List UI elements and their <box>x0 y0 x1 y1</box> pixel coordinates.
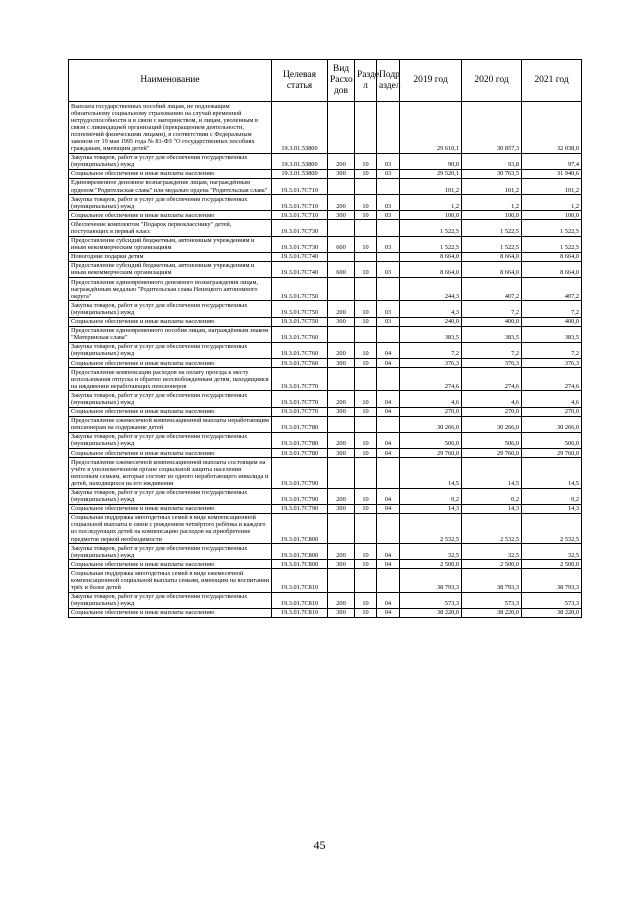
cell-section: 10 <box>355 261 377 277</box>
cell-name: Социальное обеспечение и иные выплаты населению <box>69 608 272 617</box>
cell-section: 10 <box>355 195 377 211</box>
cell-2020: 4,6 <box>462 391 522 407</box>
cell-section <box>355 326 377 342</box>
cell-2019: 2 500,0 <box>400 560 462 569</box>
cell-2019: 1,2 <box>400 195 462 211</box>
header-subsection: Подр аздел <box>377 60 400 102</box>
cell-section <box>355 368 377 391</box>
cell-target-article: 19.3.01.7С760 <box>272 342 328 358</box>
cell-2019: 4,3 <box>400 301 462 317</box>
table-header <box>69 60 582 102</box>
cell-name: Предоставление единовременного пособия лицам, награждённым знаком "Материнская слава" <box>69 326 272 342</box>
cell-2020: 8 664,0 <box>462 261 522 277</box>
cell-2021: 2 532,5 <box>522 513 582 543</box>
cell-2020: 2 500,0 <box>462 560 522 569</box>
table-row <box>69 449 582 458</box>
cell-2019: 7,2 <box>400 342 462 358</box>
cell-expense-type <box>328 513 355 543</box>
cell-2019: 14,3 <box>400 504 462 513</box>
cell-subsection: 04 <box>377 488 400 504</box>
cell-target-article: 19.3.01.7С780 <box>272 416 328 432</box>
cell-2021: 32,5 <box>522 544 582 560</box>
cell-2020: 270,0 <box>462 407 522 416</box>
cell-2020: 274,6 <box>462 368 522 391</box>
cell-section: 10 <box>355 153 377 169</box>
cell-2021: 1,2 <box>522 195 582 211</box>
cell-2020: 29 760,0 <box>462 449 522 458</box>
cell-section: 10 <box>355 236 377 252</box>
cell-name: Закупка товаров, работ и услуг для обеспечения государственных (муниципальных) нужд <box>69 488 272 504</box>
cell-2021: 4,6 <box>522 391 582 407</box>
cell-2020: 506,0 <box>462 432 522 448</box>
cell-target-article: 19.3.01.7С750 <box>272 301 328 317</box>
cell-subsection: 04 <box>377 544 400 560</box>
cell-section <box>355 416 377 432</box>
cell-name: Закупка товаров, работ и услуг для обеспечения государственных (муниципальных) нужд <box>69 391 272 407</box>
cell-section: 10 <box>355 608 377 617</box>
cell-subsection: 04 <box>377 407 400 416</box>
cell-section <box>355 513 377 543</box>
header-name: Наименование <box>69 60 272 102</box>
page-number: 45 <box>313 838 326 852</box>
cell-2021: 1 522,5 <box>522 236 582 252</box>
cell-subsection: 03 <box>377 261 400 277</box>
cell-expense-type: 300 <box>328 407 355 416</box>
cell-section <box>355 102 377 154</box>
cell-name: Предоставление субсидий бюджетным, автономным учреждениям и иным некоммерческим организациям <box>69 261 272 277</box>
cell-2020: 30 857,3 <box>462 102 522 154</box>
cell-section <box>355 278 377 301</box>
cell-expense-type: 200 <box>328 153 355 169</box>
cell-subsection <box>377 569 400 592</box>
cell-section: 10 <box>355 407 377 416</box>
cell-2021: 38 220,0 <box>522 608 582 617</box>
cell-2021: 0,2 <box>522 488 582 504</box>
cell-2020: 400,0 <box>462 317 522 326</box>
cell-2020: 7,2 <box>462 301 522 317</box>
cell-target-article: 19.3.01.7С750 <box>272 278 328 301</box>
cell-2020: 100,0 <box>462 211 522 220</box>
table-row <box>69 416 582 432</box>
cell-section <box>355 569 377 592</box>
table-row <box>69 317 582 326</box>
table-row <box>69 407 582 416</box>
table-row <box>69 432 582 448</box>
cell-2019: 240,0 <box>400 317 462 326</box>
cell-target-article: 19.3.01.53800 <box>272 169 328 178</box>
cell-target-article: 19.3.01.7С790 <box>272 488 328 504</box>
cell-name: Социальное обеспечение и иные выплаты населению <box>69 407 272 416</box>
cell-2020: 7,2 <box>462 342 522 358</box>
cell-name: Социальное обеспечение и иные выплаты населению <box>69 317 272 326</box>
cell-2021: 274,6 <box>522 368 582 391</box>
cell-2019: 38 220,0 <box>400 608 462 617</box>
cell-section <box>355 252 377 261</box>
cell-subsection <box>377 368 400 391</box>
header-expense-type: Вид Расхо дов <box>328 60 355 102</box>
cell-name: Предоставление компенсации расходов на оплату проезда к месту использования отпуска и обратно неосвобожденным детям, находящимся на иждивении неработающих пенсионеров <box>69 368 272 391</box>
cell-target-article: 19.3.01.7С740 <box>272 252 328 261</box>
table-row <box>69 278 582 301</box>
cell-target-article: 19.3.01.7С800 <box>272 560 328 569</box>
cell-2019: 573,3 <box>400 592 462 608</box>
cell-subsection: 04 <box>377 391 400 407</box>
cell-section <box>355 220 377 236</box>
cell-target-article: 19.3.01.7С730 <box>272 236 328 252</box>
cell-target-article: 19.3.01.7С810 <box>272 592 328 608</box>
cell-2021: 506,0 <box>522 432 582 448</box>
table-row <box>69 326 582 342</box>
header-section: Разде л <box>355 60 377 102</box>
cell-2020: 1 522,5 <box>462 236 522 252</box>
cell-subsection: 03 <box>377 169 400 178</box>
cell-2019: 101,2 <box>400 178 462 194</box>
cell-expense-type: 300 <box>328 560 355 569</box>
cell-2021: 8 664,0 <box>522 252 582 261</box>
cell-target-article: 19.3.01.7С790 <box>272 458 328 488</box>
cell-2021: 376,3 <box>522 359 582 368</box>
table-row <box>69 504 582 513</box>
cell-2019: 14,5 <box>400 458 462 488</box>
cell-expense-type: 300 <box>328 504 355 513</box>
cell-subsection <box>377 513 400 543</box>
cell-expense-type: 300 <box>328 211 355 220</box>
cell-target-article: 19.3.01.7С770 <box>272 407 328 416</box>
cell-target-article: 19.3.01.7С760 <box>272 326 328 342</box>
cell-name: Новогодние подарки детям <box>69 252 272 261</box>
cell-2021: 8 664,0 <box>522 261 582 277</box>
cell-subsection: 04 <box>377 608 400 617</box>
cell-section <box>355 178 377 194</box>
cell-subsection: 04 <box>377 592 400 608</box>
cell-expense-type: 300 <box>328 169 355 178</box>
cell-name: Закупка товаров, работ и услуг для обеспечения государственных (муниципальных) нужд <box>69 342 272 358</box>
budget-table <box>68 59 582 618</box>
table-body <box>69 102 582 618</box>
cell-2019: 8 664,0 <box>400 261 462 277</box>
cell-2019: 383,5 <box>400 326 462 342</box>
cell-2019: 270,0 <box>400 407 462 416</box>
cell-expense-type: 200 <box>328 488 355 504</box>
cell-expense-type <box>328 416 355 432</box>
cell-2021: 97,4 <box>522 153 582 169</box>
cell-2019: 2 532,5 <box>400 513 462 543</box>
cell-target-article: 19.3.01.53800 <box>272 153 328 169</box>
cell-2020: 32,5 <box>462 544 522 560</box>
table-row <box>69 488 582 504</box>
table-row <box>69 153 582 169</box>
header-target-article: Целевая статья <box>272 60 328 102</box>
cell-2021: 1 522,5 <box>522 220 582 236</box>
cell-subsection: 03 <box>377 301 400 317</box>
cell-2020: 101,2 <box>462 178 522 194</box>
cell-name: Социальная поддержка многодетных семей в виде ежемесячной компенсационной социальной выплаты семьям, имеющим на воспитании трёх и более детей <box>69 569 272 592</box>
cell-2019: 90,0 <box>400 153 462 169</box>
cell-name: Закупка товаров, работ и услуг для обеспечения государственных (муниципальных) нужд <box>69 592 272 608</box>
header-year-2021: 2021 год <box>522 60 582 102</box>
cell-2020: 2 532,5 <box>462 513 522 543</box>
table-row <box>69 301 582 317</box>
cell-expense-type: 300 <box>328 359 355 368</box>
cell-subsection: 03 <box>377 317 400 326</box>
table-row <box>69 560 582 569</box>
table-row <box>69 261 582 277</box>
cell-2020: 383,5 <box>462 326 522 342</box>
table-row <box>69 513 582 543</box>
cell-subsection <box>377 416 400 432</box>
cell-section: 10 <box>355 211 377 220</box>
table-row <box>69 102 582 154</box>
cell-2021: 2 500,0 <box>522 560 582 569</box>
cell-name: Социальное обеспечение и иные выплаты населению <box>69 504 272 513</box>
cell-expense-type: 200 <box>328 342 355 358</box>
cell-2019: 38 793,3 <box>400 569 462 592</box>
cell-2021: 407,2 <box>522 278 582 301</box>
cell-2019: 32,5 <box>400 544 462 560</box>
cell-expense-type <box>328 220 355 236</box>
cell-2021: 383,5 <box>522 326 582 342</box>
cell-2019: 274,6 <box>400 368 462 391</box>
cell-2019: 4,6 <box>400 391 462 407</box>
cell-2020: 14,3 <box>462 504 522 513</box>
cell-target-article: 19.3.01.7С750 <box>272 317 328 326</box>
cell-target-article: 19.3.01.7С770 <box>272 368 328 391</box>
cell-2020: 376,3 <box>462 359 522 368</box>
cell-expense-type: 600 <box>328 261 355 277</box>
cell-2021: 30 266,0 <box>522 416 582 432</box>
cell-subsection: 04 <box>377 504 400 513</box>
cell-2020: 1,2 <box>462 195 522 211</box>
cell-section: 10 <box>355 560 377 569</box>
cell-expense-type: 600 <box>328 236 355 252</box>
cell-2020: 8 664,0 <box>462 252 522 261</box>
cell-2021: 32 038,0 <box>522 102 582 154</box>
cell-target-article: 19.3.01.7С800 <box>272 544 328 560</box>
cell-name: Социальное обеспечение и иные выплаты населению <box>69 449 272 458</box>
cell-section: 10 <box>355 391 377 407</box>
cell-subsection <box>377 278 400 301</box>
table-row <box>69 359 582 368</box>
cell-2021: 7,2 <box>522 342 582 358</box>
table-row <box>69 169 582 178</box>
cell-2019: 244,3 <box>400 278 462 301</box>
cell-subsection: 04 <box>377 432 400 448</box>
cell-target-article: 19.3.01.7С790 <box>272 504 328 513</box>
cell-2019: 29 520,1 <box>400 169 462 178</box>
cell-target-article: 19.3.01.7С710 <box>272 211 328 220</box>
cell-subsection: 04 <box>377 342 400 358</box>
cell-2021: 38 793,3 <box>522 569 582 592</box>
cell-target-article: 19.3.01.7С710 <box>272 195 328 211</box>
cell-subsection <box>377 220 400 236</box>
cell-section: 10 <box>355 449 377 458</box>
cell-target-article: 19.3.01.53800 <box>272 102 328 154</box>
cell-expense-type: 300 <box>328 608 355 617</box>
cell-name: Закупка товаров, работ и услуг для обеспечения государственных (муниципальных) нужд <box>69 544 272 560</box>
cell-2021: 400,0 <box>522 317 582 326</box>
cell-section <box>355 458 377 488</box>
cell-2019: 29 610,1 <box>400 102 462 154</box>
cell-expense-type: 200 <box>328 301 355 317</box>
cell-section: 10 <box>355 432 377 448</box>
cell-subsection: 03 <box>377 195 400 211</box>
cell-subsection <box>377 178 400 194</box>
cell-2021: 101,2 <box>522 178 582 194</box>
table-row <box>69 391 582 407</box>
cell-2020: 1 522,5 <box>462 220 522 236</box>
cell-expense-type: 300 <box>328 317 355 326</box>
cell-subsection: 04 <box>377 560 400 569</box>
cell-2019: 0,2 <box>400 488 462 504</box>
table-row <box>69 608 582 617</box>
cell-target-article: 19.3.01.7С760 <box>272 359 328 368</box>
table-row <box>69 569 582 592</box>
cell-expense-type <box>328 252 355 261</box>
cell-expense-type: 200 <box>328 195 355 211</box>
cell-expense-type <box>328 278 355 301</box>
table-row <box>69 368 582 391</box>
table-row <box>69 195 582 211</box>
cell-target-article: 19.3.01.7С810 <box>272 608 328 617</box>
cell-2020: 30 763,5 <box>462 169 522 178</box>
cell-2020: 0,2 <box>462 488 522 504</box>
cell-name: Предоставление ежемесячной компенсационной выплаты неработающим пенсионерам на содержание детей <box>69 416 272 432</box>
cell-name: Закупка товаров, работ и услуг для обеспечения государственных (муниципальных) нужд <box>69 301 272 317</box>
cell-target-article: 19.3.01.7С770 <box>272 391 328 407</box>
header-year-2019: 2019 год <box>400 60 462 102</box>
document-page <box>68 59 581 618</box>
cell-2019: 376,3 <box>400 359 462 368</box>
cell-subsection <box>377 102 400 154</box>
cell-2019: 506,0 <box>400 432 462 448</box>
cell-name: Единовременное денежное вознаграждение лицам, награждённым орденом "Родительская слава" или медалью ордена "Родительская слава" <box>69 178 272 194</box>
cell-target-article: 19.3.01.7С780 <box>272 432 328 448</box>
table-row <box>69 220 582 236</box>
cell-name: Обеспечение комплектом "Подарок первокласснику" детей, поступающих в первый класс <box>69 220 272 236</box>
table-row <box>69 458 582 488</box>
cell-2021: 100,0 <box>522 211 582 220</box>
cell-name: Закупка товаров, работ и услуг для обеспечения государственных (муниципальных) нужд <box>69 432 272 448</box>
cell-2019: 8 664,0 <box>400 252 462 261</box>
cell-subsection: 03 <box>377 153 400 169</box>
cell-expense-type <box>328 368 355 391</box>
cell-2021: 14,5 <box>522 458 582 488</box>
cell-name: Социальное обеспечение и иные выплаты населению <box>69 211 272 220</box>
cell-target-article: 19.3.01.7С740 <box>272 261 328 277</box>
cell-2019: 29 760,0 <box>400 449 462 458</box>
cell-section: 10 <box>355 488 377 504</box>
cell-2020: 407,2 <box>462 278 522 301</box>
cell-2021: 29 760,0 <box>522 449 582 458</box>
cell-target-article: 19.3.01.7С780 <box>272 449 328 458</box>
cell-section: 10 <box>355 169 377 178</box>
table-row <box>69 236 582 252</box>
cell-2019: 100,0 <box>400 211 462 220</box>
header-row <box>69 60 582 102</box>
cell-expense-type <box>328 102 355 154</box>
cell-expense-type: 300 <box>328 449 355 458</box>
cell-target-article: 19.3.01.7С810 <box>272 569 328 592</box>
cell-expense-type <box>328 178 355 194</box>
table-row <box>69 544 582 560</box>
cell-2019: 1 522,5 <box>400 220 462 236</box>
cell-2020: 93,8 <box>462 153 522 169</box>
header-year-2020: 2020 год <box>462 60 522 102</box>
cell-name: Предоставление субсидий бюджетным, автономным учреждениям и иным некоммерческим организациям <box>69 236 272 252</box>
table-row <box>69 342 582 358</box>
table-row <box>69 211 582 220</box>
table-row <box>69 592 582 608</box>
cell-expense-type: 200 <box>328 391 355 407</box>
table-row <box>69 252 582 261</box>
cell-name: Социальная поддержка многодетных семей в виде компенсационной социальной выплаты в связи с рождением четвёртого ребёнка и каждого из последующих детей на компенсацию расходов на приобретение предметов первой необходимости <box>69 513 272 543</box>
cell-2020: 14,5 <box>462 458 522 488</box>
cell-2020: 573,3 <box>462 592 522 608</box>
cell-expense-type <box>328 458 355 488</box>
cell-subsection <box>377 326 400 342</box>
cell-subsection: 04 <box>377 449 400 458</box>
cell-target-article: 19.3.01.7С710 <box>272 178 328 194</box>
cell-subsection: 03 <box>377 211 400 220</box>
cell-name: Предоставление единовременного денежного вознаграждения лицам, награждённым медалью "Родительская слава Ненецкого автономного округа" <box>69 278 272 301</box>
cell-expense-type <box>328 569 355 592</box>
cell-section: 10 <box>355 504 377 513</box>
cell-expense-type <box>328 326 355 342</box>
cell-expense-type: 200 <box>328 544 355 560</box>
cell-section: 10 <box>355 592 377 608</box>
cell-section: 10 <box>355 342 377 358</box>
cell-section: 10 <box>355 544 377 560</box>
cell-target-article: 19.3.01.7С800 <box>272 513 328 543</box>
cell-2019: 1 522,5 <box>400 236 462 252</box>
cell-2020: 38 793,3 <box>462 569 522 592</box>
cell-name: Закупка товаров, работ и услуг для обеспечения государственных (муниципальных) нужд <box>69 153 272 169</box>
cell-name: Выплата государственных пособий лицам, не подлежащим обязательному социальному страхованию на случай временной нетрудоспособности и в связи с материнством, и лицам, уволенным в связи с ликвидацией организаций (прекращением деятельности, полномочий физическими лицами), в соответствии с Федеральным законом от 19 мая 1995 года № 81-ФЗ "О государственных пособиях гражданам, имеющим детей" <box>69 102 272 154</box>
cell-target-article: 19.3.01.7С730 <box>272 220 328 236</box>
cell-subsection <box>377 458 400 488</box>
cell-expense-type: 200 <box>328 432 355 448</box>
cell-expense-type: 200 <box>328 592 355 608</box>
cell-2021: 7,2 <box>522 301 582 317</box>
table-row <box>69 178 582 194</box>
cell-name: Социальное обеспечение и иные выплаты населению <box>69 169 272 178</box>
cell-section: 10 <box>355 301 377 317</box>
cell-subsection: 04 <box>377 359 400 368</box>
cell-2021: 14,3 <box>522 504 582 513</box>
cell-2020: 38 220,0 <box>462 608 522 617</box>
cell-2021: 31 940,6 <box>522 169 582 178</box>
cell-2019: 30 266,0 <box>400 416 462 432</box>
cell-section: 10 <box>355 317 377 326</box>
cell-section: 10 <box>355 359 377 368</box>
cell-2021: 573,3 <box>522 592 582 608</box>
cell-subsection <box>377 252 400 261</box>
cell-2021: 270,0 <box>522 407 582 416</box>
cell-name: Социальное обеспечение и иные выплаты населению <box>69 560 272 569</box>
cell-name: Предоставление ежемесячной компенсационной выплаты состоящим на учёте в уполномоченном органе социальной защиты населения неполным семьям, которые состоят из одного неработающего инвалида и детей, находящихся на его иждивении <box>69 458 272 488</box>
cell-name: Социальное обеспечение и иные выплаты населению <box>69 359 272 368</box>
cell-subsection: 03 <box>377 236 400 252</box>
cell-2020: 30 266,0 <box>462 416 522 432</box>
cell-name: Закупка товаров, работ и услуг для обеспечения государственных (муниципальных) нужд <box>69 195 272 211</box>
